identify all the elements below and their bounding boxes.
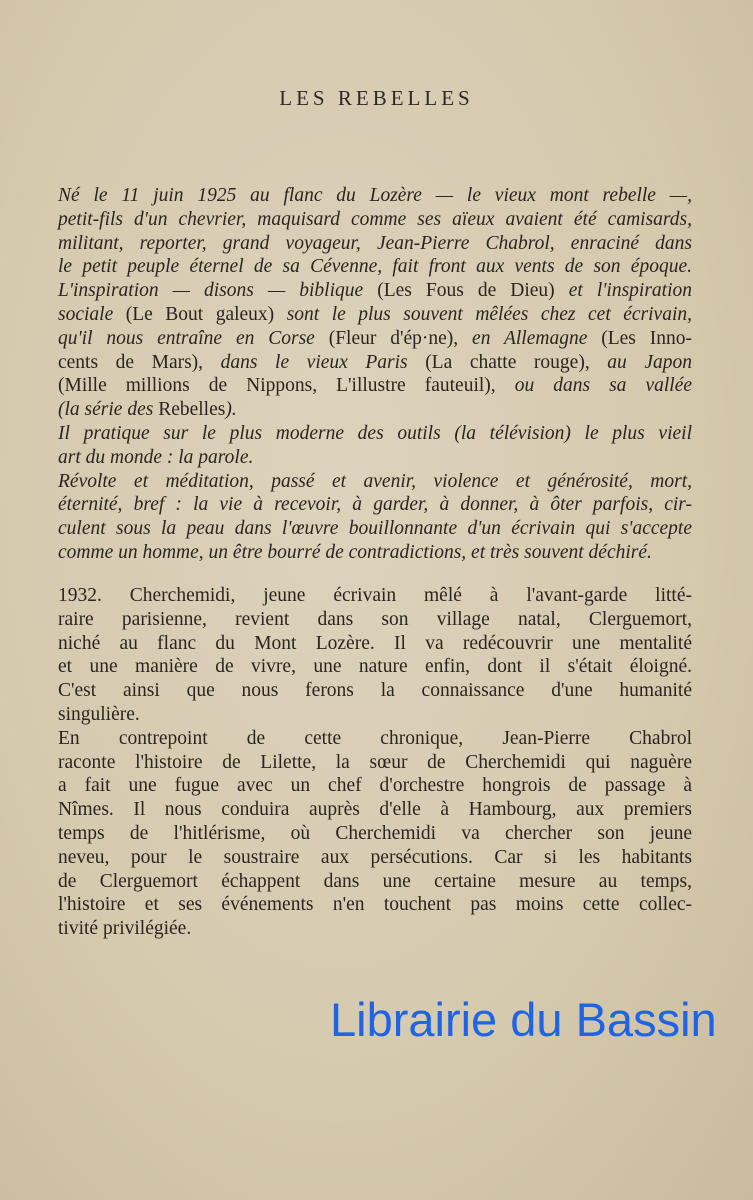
text-line bbox=[58, 374, 692, 398]
italic-text: en Allemagne bbox=[472, 327, 602, 349]
text-line: tivité privilégiée. bbox=[58, 918, 192, 940]
text-line bbox=[58, 232, 692, 256]
book-title-text: (Les Fous de Dieu) bbox=[377, 280, 569, 302]
italic-text: dans le vieux Paris bbox=[220, 351, 426, 373]
text-line: et une manière de vivre, une nature enfin, dont il s'était éloigné. bbox=[58, 656, 692, 678]
synopsis-paragraph bbox=[58, 584, 692, 941]
author-bio-paragraph bbox=[58, 184, 692, 565]
book-title-text: (La chatte rouge), bbox=[425, 351, 608, 373]
book-title-text: cents de Mars), bbox=[58, 351, 221, 373]
italic-text: (la série des bbox=[58, 399, 159, 421]
italic-text: ou dans sa vallée bbox=[514, 375, 693, 397]
text-line bbox=[58, 493, 692, 517]
italic-text: comme un homme, un être bourré de contradictions, et très souvent déchiré. bbox=[58, 541, 652, 563]
italic-text: culent sous la peau dans l'œuvre bouillonnante d'un écrivain qui s'accepte bbox=[58, 518, 692, 540]
text-line: a fait une fugue avec un chef d'orchestre hongrois de passage à bbox=[58, 775, 692, 797]
text-line bbox=[58, 422, 692, 446]
text-line: raire parisienne, revient dans son village natal, Clerguemort, bbox=[58, 608, 692, 630]
italic-text: petit-fils d'un chevrier, maquisard comme ses aïeux avaient été camisards, bbox=[58, 208, 692, 230]
text-line bbox=[58, 470, 692, 494]
text-line bbox=[58, 351, 692, 375]
book-title-text: (Mille millions de Nippons, L'illustre fauteuil), bbox=[58, 375, 515, 397]
text-line bbox=[58, 446, 692, 470]
running-title: LES REBELLES bbox=[279, 86, 474, 110]
book-title-text: (Fleur d'ép·ne), bbox=[328, 327, 473, 349]
bookseller-watermark: Librairie du Bassin bbox=[330, 993, 717, 1046]
italic-text: militant, reporter, grand voyageur, Jean-Pierre Chabrol, enraciné dans bbox=[58, 232, 692, 254]
text-line: temps de l'hitlérisme, où Cherchemidi va chercher son jeune bbox=[58, 822, 692, 844]
text-line: neveu, pour le soustraire aux persécutions. Car si les habitants bbox=[58, 846, 692, 868]
italic-text: au Japon bbox=[607, 351, 692, 373]
text-line bbox=[58, 184, 692, 208]
text-line bbox=[58, 279, 692, 303]
italic-text: sociale bbox=[58, 303, 126, 325]
text-line bbox=[58, 517, 692, 541]
text-line: de Clerguemort échappent dans une certaine mesure au temps, bbox=[58, 870, 692, 892]
italic-text: qu'il nous entraîne en Corse bbox=[58, 327, 329, 349]
text-line: niché au flanc du Mont Lozère. Il va redécouvrir une mentalité bbox=[58, 632, 692, 654]
italic-text: Révolte et méditation, passé et avenir, violence et générosité, mort, bbox=[58, 470, 692, 492]
italic-text: et l'inspiration bbox=[568, 280, 693, 302]
text-line: l'histoire et ses événements n'en touchent pas moins cette collec- bbox=[58, 894, 692, 916]
italic-text: art du monde : la parole. bbox=[58, 446, 254, 468]
text-line bbox=[58, 255, 692, 279]
text-line bbox=[58, 327, 692, 351]
italic-text: sont le plus souvent mêlées chez cet écrivain, bbox=[286, 303, 692, 325]
text-line bbox=[58, 398, 692, 422]
italic-text: L'inspiration — disons — biblique bbox=[58, 280, 378, 302]
book-title-text: (Les Inno- bbox=[601, 327, 693, 349]
book-title-text: (Le Bout galeux) bbox=[125, 303, 287, 325]
italic-text: le petit peuple éternel de sa Cévenne, fait front aux vents de son époque. bbox=[58, 256, 692, 278]
italic-text: Né le 11 juin 1925 au flanc du Lozère — le vieux mont rebelle —, bbox=[58, 185, 692, 206]
book-title-text: Rebelles bbox=[158, 399, 226, 421]
text-line: En contrepoint de cette chronique, Jean-Pierre Chabrol bbox=[58, 727, 692, 749]
text-line: raconte l'histoire de Lilette, la sœur de Cherchemidi qui naguère bbox=[58, 751, 692, 773]
text-line: C'est ainsi que nous ferons la connaissance d'une humanité bbox=[58, 680, 692, 702]
text-line: 1932. Cherchemidi, jeune écrivain mêlé à l'avant-garde litté- bbox=[58, 585, 692, 606]
italic-text: ). bbox=[225, 399, 237, 421]
italic-text: Il pratique sur le plus moderne des outils (la télévision) le plus vieil bbox=[58, 422, 692, 444]
text-line bbox=[58, 208, 692, 232]
text-line: Nîmes. Il nous conduira auprès d'elle à Hambourg, aux premiers bbox=[58, 799, 692, 821]
text-line: singulière. bbox=[58, 703, 140, 725]
text-line bbox=[58, 303, 692, 327]
italic-text: éternité, bref : la vie à recevoir, à garder, à donner, à ôter parfois, cir- bbox=[58, 494, 692, 516]
text-line bbox=[58, 541, 692, 565]
